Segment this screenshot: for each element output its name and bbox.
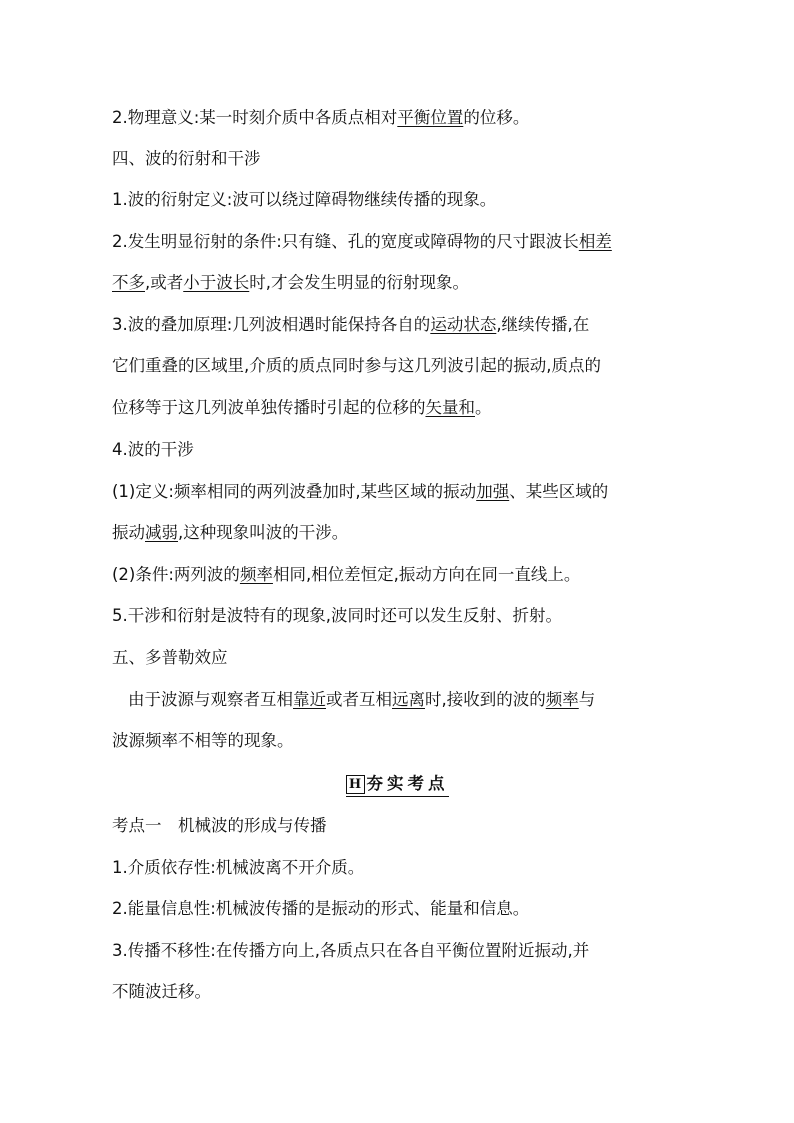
text: 与 <box>578 690 596 709</box>
text: 、某些区域的 <box>509 482 609 501</box>
text-line: 5.干涉和衍射是波特有的现象,波同时还可以发生反射、折射。 <box>112 606 562 625</box>
text-line: 不随波迁移。 <box>112 982 211 1001</box>
text: 2.物理意义:某一时刻介质中各质点相对 <box>112 108 398 127</box>
text: 相同,相位差恒定,振动方向在同一直线上。 <box>272 565 581 584</box>
text-line: 1.介质依存性:机械波离不开介质。 <box>112 858 365 877</box>
text-line <box>112 397 492 419</box>
text-line <box>112 107 529 129</box>
text: 时,接收到的波的 <box>425 690 546 709</box>
underlined-term: 频率 <box>239 565 273 584</box>
section-title-box <box>346 770 449 797</box>
text: ,这种现象叫波的干涉。 <box>178 523 349 542</box>
underlined-term: 频率 <box>545 690 579 709</box>
text: 由于波源与观察者互相 <box>128 690 293 709</box>
underlined-term: 远离 <box>392 690 425 709</box>
text: 位移等于这几列波单独传播时引起的位移的 <box>112 398 426 417</box>
underlined-term: 减弱 <box>145 523 178 542</box>
text: 。 <box>475 398 492 417</box>
subheading: 4.波的干涉 <box>112 440 194 459</box>
text: 时,才会发生明显的衍射现象。 <box>249 273 469 292</box>
subheading: 考点一 机械波的形成与传播 <box>112 816 327 835</box>
text: 3.波的叠加原理:几列波相遇时能保持各自的 <box>112 315 431 334</box>
text-line <box>112 314 589 336</box>
underlined-term: 相差 <box>578 232 612 251</box>
underlined-term: 小于波长 <box>183 273 250 292</box>
text: 的位移。 <box>463 108 530 127</box>
text-line <box>112 564 580 586</box>
text-line: 它们重叠的区域里,介质的质点同时参与这几列波引起的振动,质点的 <box>112 356 601 375</box>
text-line: 1.波的衍射定义:波可以绕过障碍物继续传播的现象。 <box>112 190 497 209</box>
underlined-term: 矢量和 <box>425 398 475 417</box>
text-line <box>112 522 348 544</box>
section-title <box>0 770 794 797</box>
underlined-term: 平衡位置 <box>397 108 464 127</box>
h-badge-icon: H <box>346 775 365 794</box>
section-heading: 四、波的衍射和干涉 <box>112 149 261 168</box>
underlined-term: 运动状态 <box>430 315 497 334</box>
text: 2.发生明显衍射的条件:只有缝、孔的宽度或障碍物的尺寸跟波长 <box>112 232 579 251</box>
underlined-term: 靠近 <box>293 690 326 709</box>
underlined-term: 不多 <box>112 273 145 292</box>
text: (2)条件:两列波的 <box>112 565 240 584</box>
text-line: 波源频率不相等的现象。 <box>112 731 294 750</box>
section-heading: 五、多普勒效应 <box>112 648 228 667</box>
text: (1)定义:频率相同的两列波叠加时,某些区域的振动 <box>112 482 477 501</box>
text: 或者互相 <box>326 690 392 709</box>
underlined-term: 加强 <box>476 482 510 501</box>
text: ,或者 <box>145 273 184 292</box>
text-line: 2.能量信息性:机械波传播的是振动的形式、能量和信息。 <box>112 899 530 918</box>
text-line <box>112 481 608 503</box>
section-title-text: 夯实考点 <box>366 774 449 793</box>
text-line <box>112 231 612 253</box>
text-line <box>112 272 469 294</box>
text: 振动 <box>112 523 145 542</box>
text-line: 3.传播不移性:在传播方向上,各质点只在各自平衡位置附近振动,并 <box>112 941 590 960</box>
text-line <box>128 689 595 711</box>
text: ,继续传播,在 <box>496 315 590 334</box>
